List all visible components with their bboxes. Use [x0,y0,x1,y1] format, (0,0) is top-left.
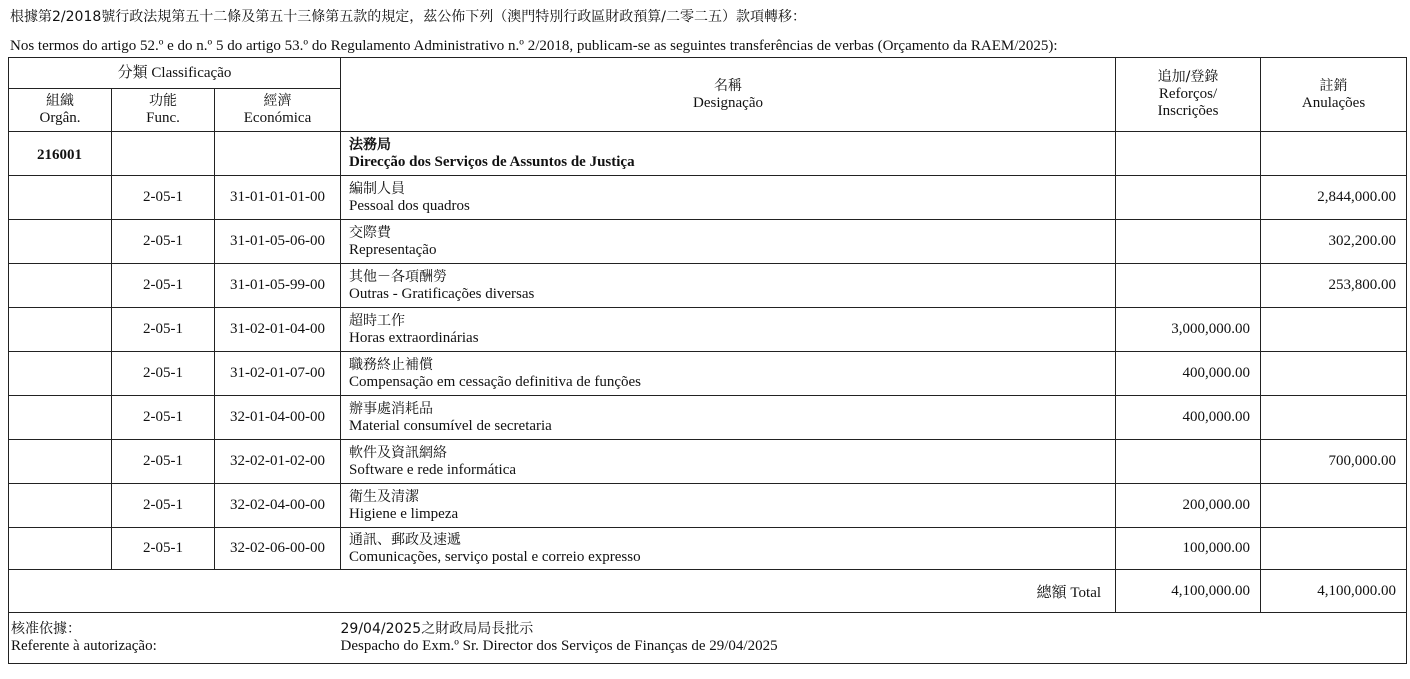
total-reinforcements: 4,100,000.00 [1116,570,1261,613]
function-code: 2-05-1 [112,440,215,484]
function-code: 2-05-1 [112,484,215,528]
item-designation [341,264,1116,308]
item-name-pt: Pessoal dos quadros [349,197,470,214]
annulment-amount [1261,308,1407,352]
table-row [9,308,1407,352]
authorization-label: 核准依據： Referente à autorização: [9,613,341,664]
item-name-pt: Representação [349,241,437,258]
reinforcement-amount: 3,000,000.00 [1116,308,1261,352]
header-reinforcements: 追加/登錄 Reforços/ Inscrições [1116,58,1261,132]
annulment-amount [1261,352,1407,396]
economic-code: 32-02-04-00-00 [215,484,341,528]
item-name-zh: 軟件及資訊網絡 [349,444,448,461]
header-function: 功能 Func. [112,89,215,132]
table-row [9,264,1407,308]
economic-code: 31-02-01-04-00 [215,308,341,352]
item-designation [341,308,1116,352]
item-name-zh: 交際費 [349,224,392,241]
function-code: 2-05-1 [112,528,215,570]
function-code: 2-05-1 [112,308,215,352]
item-name-zh: 通訊、郵政及速遞 [349,531,462,548]
total-label: 總額 Total [9,570,1116,613]
reinforcement-amount [1116,220,1261,264]
item-name-zh: 其他－各項酬勞 [349,268,448,285]
economic-code: 31-02-01-07-00 [215,352,341,396]
item-designation [341,396,1116,440]
annulment-amount: 302,200.00 [1261,220,1407,264]
total-annulments: 4,100,000.00 [1261,570,1407,613]
economic-code: 31-01-01-01-00 [215,176,341,220]
item-designation [341,528,1116,570]
table-row [9,484,1407,528]
item-name-pt: Software e rede informática [349,461,517,478]
table-row [9,352,1407,396]
intro-chinese: 根據第2/2018號行政法規第五十二條及第五十三條第五款的規定，茲公佈下列（澳門特別行政區財政預算/二零二五）款項轉移： [10,9,806,25]
economic-code: 32-01-04-00-00 [215,396,341,440]
table-row [9,220,1407,264]
authorization-row [9,613,1407,664]
economic-code: 31-01-05-06-00 [215,220,341,264]
header-designation: 名稱 Designação [341,58,1116,132]
annulment-amount [1261,484,1407,528]
table-row [9,528,1407,570]
item-name-pt: Higiene e limpeza [349,505,459,522]
authorization-value: 29/04/2025之財政局局長批示 Despacho do Exm.º Sr. Director dos Serviços de Finanças de 29/04/2025 [341,613,1407,664]
item-name-zh: 辦事處消耗品 [349,400,434,417]
organ-code: 216001 [9,132,112,176]
economic-code: 31-01-05-99-00 [215,264,341,308]
item-name-zh: 編制人員 [349,180,406,197]
reinforcement-amount: 100,000.00 [1116,528,1261,570]
economic-code: 32-02-06-00-00 [215,528,341,570]
header-economic: 經濟 Económica [215,89,341,132]
reinforcement-amount [1116,176,1261,220]
reinforcement-amount: 400,000.00 [1116,396,1261,440]
total-row [9,570,1407,613]
item-name-pt: Compensação em cessação definitiva de funções [349,373,641,390]
reinforcement-amount [1116,440,1261,484]
annulment-amount [1261,396,1407,440]
item-designation [341,440,1116,484]
item-designation [341,484,1116,528]
reinforcement-amount [1116,264,1261,308]
item-name-pt: Comunicações, serviço postal e correio expresso [349,548,641,565]
item-name-pt: Outras - Gratificações diversas [349,285,535,302]
function-code: 2-05-1 [112,352,215,396]
item-name-zh: 職務終止補償 [349,356,434,373]
function-code: 2-05-1 [112,176,215,220]
header-annulments: 註銷 Anulações [1261,58,1407,132]
economic-code: 32-02-01-02-00 [215,440,341,484]
annulment-amount [1261,528,1407,570]
table-row [9,440,1407,484]
header-classification: 分類 Classificação [9,58,341,89]
annulment-amount: 700,000.00 [1261,440,1407,484]
item-designation [341,220,1116,264]
annulment-amount: 253,800.00 [1261,264,1407,308]
function-code: 2-05-1 [112,220,215,264]
function-code: 2-05-1 [112,396,215,440]
table-row [9,176,1407,220]
item-designation [341,352,1116,396]
reinforcement-amount: 400,000.00 [1116,352,1261,396]
budget-transfer-table [8,57,1407,664]
item-name-pt: Material consumível de secretaria [349,417,552,434]
item-name-pt: Horas extraordinárias [349,329,479,346]
department-name: 法務局 Direcção dos Serviços de Assuntos de Justiça [341,132,1116,176]
function-code: 2-05-1 [112,264,215,308]
annulment-amount: 2,844,000.00 [1261,176,1407,220]
intro-portuguese: Nos termos do artigo 52.º e do n.º 5 do artigo 53.º do Regulamento Administrativo n.º 2/2018, publicam-se as seguintes transferências de verbas (Orçamento da RAEM/2025): [10,38,1058,54]
item-name-zh: 超時工作 [349,312,406,329]
item-designation [341,176,1116,220]
table-row [9,396,1407,440]
header-organ: 組織 Orgân. [9,89,112,132]
reinforcement-amount: 200,000.00 [1116,484,1261,528]
department-row [9,132,1407,176]
item-name-zh: 衛生及清潔 [349,488,420,505]
